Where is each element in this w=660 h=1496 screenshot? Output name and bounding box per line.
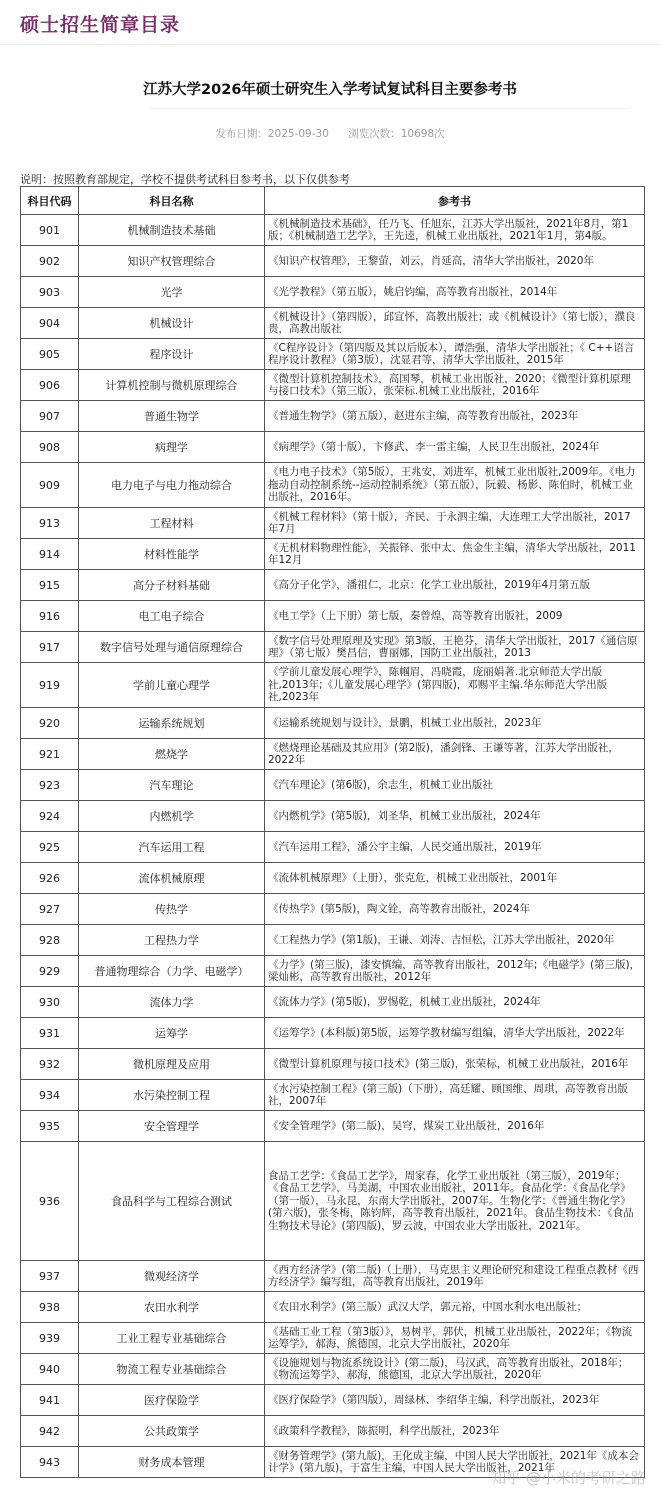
subject-code: 913 bbox=[21, 508, 79, 539]
subject-code: 931 bbox=[21, 1018, 79, 1049]
table-row bbox=[21, 1080, 645, 1111]
table-row bbox=[21, 308, 645, 339]
subject-name: 材料性能学 bbox=[79, 539, 265, 570]
reference-book: 《微型计算机控制技术》，高国琴，机械工业出版社，2020；《微型计算机原理与接口技术》（第三版），张荣标.机械工业出版社，2016年 bbox=[265, 370, 645, 401]
reference-book: 《燃烧理论基础及其应用》(第2版)，潘剑锋、王谦等著，江苏大学出版社，2022年 bbox=[265, 739, 645, 770]
subject-code: 937 bbox=[21, 1261, 79, 1292]
reference-book: 《电力电子技术》（第5版），王兆安，刘进军，机械工业出版社,2009年。《电力拖动自动控制系统--运动控制系统》（第五版），阮毅、杨影、陈伯时，机械工业出版社，2016年。 bbox=[265, 463, 645, 508]
page-header bbox=[0, 0, 660, 45]
subject-name: 学前儿童心理学 bbox=[79, 663, 265, 708]
article-title: 江苏大学2026年硕士研究生入学考试复试科目主要参考书 bbox=[143, 82, 517, 98]
subject-code: 926 bbox=[21, 863, 79, 894]
subject-code: 941 bbox=[21, 1385, 79, 1416]
reference-book: 《流体机械原理》（上册），张克危，机械工业出版社，2001年 bbox=[265, 863, 645, 894]
table-row bbox=[21, 370, 645, 401]
subject-code: 909 bbox=[21, 463, 79, 508]
subject-code: 923 bbox=[21, 770, 79, 801]
subject-code: 935 bbox=[21, 1111, 79, 1142]
subject-code: 934 bbox=[21, 1080, 79, 1111]
reference-book: 《设施规划与物流系统设计》(第二版)，马汉武，高等教育出版社，2018年；《物流运筹学》，郝海，熊德国，北京大学出版社，2020年 bbox=[265, 1354, 645, 1385]
table-row bbox=[21, 987, 645, 1018]
subject-code: 924 bbox=[21, 801, 79, 832]
subject-name: 安全管理学 bbox=[79, 1111, 265, 1142]
reference-book: 《电工学》（上下册）第七版，秦曾煌，高等教育出版社，2009 bbox=[265, 601, 645, 632]
subject-name: 燃烧学 bbox=[79, 739, 265, 770]
subject-name: 农田水利学 bbox=[79, 1292, 265, 1323]
table-row bbox=[21, 632, 645, 663]
reference-book: 《汽车运用工程》，潘公宇主编，人民交通出版社，2019年 bbox=[265, 832, 645, 863]
subject-name: 医疗保险学 bbox=[79, 1385, 265, 1416]
subject-code: 925 bbox=[21, 832, 79, 863]
reference-book: 《运输系统规划与设计》，景鹏，机械工业出版社，2023年 bbox=[265, 708, 645, 739]
reference-book: 《机械设计》（第四版），邱宣怀，高教出版社；或《机械设计》（第七版），濮良贵，高教出版社 bbox=[265, 308, 645, 339]
subject-name: 电力电子与电力拖动综合 bbox=[79, 463, 265, 508]
table-row bbox=[21, 956, 645, 987]
subject-name: 普通生物学 bbox=[79, 401, 265, 432]
subject-name: 普通物理综合（力学、电磁学） bbox=[79, 956, 265, 987]
subject-name: 电工电子综合 bbox=[79, 601, 265, 632]
subject-code: 917 bbox=[21, 632, 79, 663]
subject-code: 930 bbox=[21, 987, 79, 1018]
table-row bbox=[21, 1018, 645, 1049]
subject-code: 902 bbox=[21, 246, 79, 277]
table-row bbox=[21, 1354, 645, 1385]
subject-name: 微机原理及应用 bbox=[79, 1049, 265, 1080]
subject-code: 916 bbox=[21, 601, 79, 632]
subject-name: 工程材料 bbox=[79, 508, 265, 539]
subject-name: 汽车理论 bbox=[79, 770, 265, 801]
subject-name: 数字信号处理与通信原理综合 bbox=[79, 632, 265, 663]
reference-book: 《汽车理论》(第6版)，余志生，机械工业出版社 bbox=[265, 770, 645, 801]
reference-book: 《知识产权管理》，王黎萤，刘云，肖延高，清华大学出版社，2020年 bbox=[265, 246, 645, 277]
subject-code: 927 bbox=[21, 894, 79, 925]
table-row bbox=[21, 601, 645, 632]
subject-code: 908 bbox=[21, 432, 79, 463]
subject-code: 940 bbox=[21, 1354, 79, 1385]
reference-book: 《医疗保险学》（第四版），周绿林、李绍华主编，科学出版社，2023年 bbox=[265, 1385, 645, 1416]
header-code: 科目代码 bbox=[21, 187, 79, 215]
table-row bbox=[21, 539, 645, 570]
subject-code: 907 bbox=[21, 401, 79, 432]
table-row bbox=[21, 463, 645, 508]
reference-book: 《数字信号处理原理及实现》第3版，王艳芬，清华大学出版社，2017《通信原理》（第七版）樊昌信，曹丽娜，国防工业出版社，2013 bbox=[265, 632, 645, 663]
subject-code: 936 bbox=[21, 1142, 79, 1261]
table-header-row bbox=[21, 187, 645, 215]
reference-book: 《工程热力学》(第1版)，王谦、刘涛、吉恒松，江苏大学出版社，2020年 bbox=[265, 925, 645, 956]
subject-name: 物流工程专业基础综合 bbox=[79, 1354, 265, 1385]
subject-code: 943 bbox=[21, 1447, 79, 1478]
reference-book: 《水污染控制工程》(第三版)（下册），高廷耀、顾国维、周琪，高等教育出版社，2007年 bbox=[265, 1080, 645, 1111]
table-row bbox=[21, 708, 645, 739]
table-row bbox=[21, 1416, 645, 1447]
table-row bbox=[21, 663, 645, 708]
subject-code: 932 bbox=[21, 1049, 79, 1080]
subject-code: 942 bbox=[21, 1416, 79, 1447]
subject-code: 929 bbox=[21, 956, 79, 987]
table-row bbox=[21, 1261, 645, 1292]
subject-name: 知识产权管理综合 bbox=[79, 246, 265, 277]
subject-code: 905 bbox=[21, 339, 79, 370]
subject-name: 汽车运用工程 bbox=[79, 832, 265, 863]
disclaimer-note: 说明：按照教育部规定，学校不提供考试科目参考书，以下仅供参考 bbox=[20, 173, 350, 186]
reference-book: 食品工艺学：《食品工艺学》，周家春，化学工业出版社（第三版），2019年；《食品工艺学》，马美湖，中国农业出版社，2011年。食品化学：《食品化学》（第一版），马永昆，东南大学出版社，2007年。生物化学：《普通生物化学》(第六版)，张冬梅，陈钧辉，高等教育出版社，2021年。食品生物技术：《食品生物技术导论》(第四版)，罗云波，中国农业大学出版社，2021年。 bbox=[265, 1142, 645, 1261]
reference-book: 《安全管理学》(第二版)，吴穹，煤炭工业出版社，2016年 bbox=[265, 1111, 645, 1142]
subject-code: 901 bbox=[21, 215, 79, 246]
subject-code: 904 bbox=[21, 308, 79, 339]
reference-book: 《病理学》（第十版），卞修武、李一雷主编，人民卫生出版社，2024年 bbox=[265, 432, 645, 463]
title-divider bbox=[150, 108, 630, 109]
subject-name: 财务成本管理 bbox=[79, 1447, 265, 1478]
reference-book: 《流体力学》(第5版)，罗惕乾，机械工业出版社，2024年 bbox=[265, 987, 645, 1018]
reference-book: 《无机材料物理性能》，关振铎、张中太、焦金生主编，清华大学出版社，2011年12月 bbox=[265, 539, 645, 570]
table-row bbox=[21, 770, 645, 801]
subject-code: 939 bbox=[21, 1323, 79, 1354]
reference-book: 《传热学》(第5版)，陶文铨，高等教育出版社，2024年 bbox=[265, 894, 645, 925]
reference-book: 《机械制造技术基础》，任乃飞、任旭东，江苏大学出版社，2021年8月，第1版；《机械制造工艺学》，王先逵，机械工业出版社，2021年1月，第4版。 bbox=[265, 215, 645, 246]
table-row bbox=[21, 401, 645, 432]
table-row bbox=[21, 863, 645, 894]
table-row bbox=[21, 894, 645, 925]
reference-book: 《财务管理学》(第九版)，王化成主编，中国人民大学出版社，2021年《成本会计学》(第九版)，于富生主编，中国人民大学出版社，2021年 bbox=[265, 1447, 645, 1478]
subject-name: 计算机控制与微机原理综合 bbox=[79, 370, 265, 401]
subject-name: 工业工程专业基础综合 bbox=[79, 1323, 265, 1354]
table-row bbox=[21, 215, 645, 246]
watermark: 知乎 @小米的考研之路 bbox=[491, 1469, 646, 1487]
reference-book: 《C程序设计》（第四版及其以后版本），谭浩强，清华大学出版社；《 C++语言程序设计教程》（第3版），沈显君等，清华大学出版社，2015年 bbox=[265, 339, 645, 370]
table-row bbox=[21, 1049, 645, 1080]
reference-book: 《运筹学》(本科版)第5版，运筹学教材编写组编，清华大学出版社，2022年 bbox=[265, 1018, 645, 1049]
subject-name: 光学 bbox=[79, 277, 265, 308]
reference-book: 《内燃机学》(第5版)，刘圣华，机械工业出版社，2024年 bbox=[265, 801, 645, 832]
table-row bbox=[21, 801, 645, 832]
subject-name: 内燃机学 bbox=[79, 801, 265, 832]
reference-book: 《光学教程》（第五版），姚启钧编，高等教育出版社，2014年 bbox=[265, 277, 645, 308]
subject-name: 工程热力学 bbox=[79, 925, 265, 956]
subject-name: 病理学 bbox=[79, 432, 265, 463]
table-row bbox=[21, 339, 645, 370]
subject-code: 915 bbox=[21, 570, 79, 601]
subject-name: 公共政策学 bbox=[79, 1416, 265, 1447]
article-meta bbox=[0, 126, 660, 141]
reference-book: 《微型计算机原理与接口技术》(第三版)，张荣标，机械工业出版社，2016年 bbox=[265, 1049, 645, 1080]
table-row bbox=[21, 832, 645, 863]
reference-books-table bbox=[20, 186, 645, 1478]
subject-code: 938 bbox=[21, 1292, 79, 1323]
table-row bbox=[21, 1385, 645, 1416]
subject-code: 919 bbox=[21, 663, 79, 708]
subject-code: 906 bbox=[21, 370, 79, 401]
subject-code: 928 bbox=[21, 925, 79, 956]
subject-name: 微观经济学 bbox=[79, 1261, 265, 1292]
subject-name: 流体机械原理 bbox=[79, 863, 265, 894]
subject-name: 高分子材料基础 bbox=[79, 570, 265, 601]
table-row bbox=[21, 1142, 645, 1261]
table-row bbox=[21, 1111, 645, 1142]
subject-name: 运输系统规划 bbox=[79, 708, 265, 739]
publish-date: 发布日期：2025-09-30 bbox=[215, 128, 329, 140]
subject-name: 传热学 bbox=[79, 894, 265, 925]
subject-name: 水污染控制工程 bbox=[79, 1080, 265, 1111]
reference-book: 《力学》(第三版)，漆安慎编，高等教育出版社，2012年;《电磁学》(第三版)，梁灿彬，高等教育出版社，2012年 bbox=[265, 956, 645, 987]
table-row bbox=[21, 570, 645, 601]
subject-name: 程序设计 bbox=[79, 339, 265, 370]
table-row bbox=[21, 508, 645, 539]
header-reference: 参考书 bbox=[265, 187, 645, 215]
reference-book: 《农田水利学》(第三版）武汉大学，郭元裕，中国水利水电出版社； bbox=[265, 1292, 645, 1323]
reference-book: 《普通生物学》（第五版），赵进东主编，高等教育出版社，2023年 bbox=[265, 401, 645, 432]
table-row bbox=[21, 739, 645, 770]
table-row bbox=[21, 925, 645, 956]
reference-book: 《政策科学教程》，陈振明，科学出版社，2023年 bbox=[265, 1416, 645, 1447]
subject-code: 920 bbox=[21, 708, 79, 739]
reference-book: 《机械工程材料》（第十版），齐民、于永泗主编，大连理工大学出版社，2017年7月 bbox=[265, 508, 645, 539]
subject-code: 921 bbox=[21, 739, 79, 770]
table-row bbox=[21, 432, 645, 463]
subject-name: 食品科学与工程综合测试 bbox=[79, 1142, 265, 1261]
table-row bbox=[21, 1323, 645, 1354]
table-row bbox=[21, 246, 645, 277]
table-row bbox=[21, 1292, 645, 1323]
header-subject: 科目名称 bbox=[79, 187, 265, 215]
subject-name: 机械制造技术基础 bbox=[79, 215, 265, 246]
view-count: 浏览次数：10698次 bbox=[348, 128, 445, 140]
reference-book: 《高分子化学》，潘祖仁，北京：化学工业出版社，2019年4月第五版 bbox=[265, 570, 645, 601]
subject-code: 914 bbox=[21, 539, 79, 570]
subject-name: 流体力学 bbox=[79, 987, 265, 1018]
reference-book: 《基础工业工程（第3版）》，易树平，郭伏，机械工业出版社，2022年；《物流运筹学》，郝海，熊德国，北京大学出版社，2020年 bbox=[265, 1323, 645, 1354]
reference-book: 《学前儿童发展心理学》，陈帼眉，冯晓霞，庞丽娟著.北京师范大学出版社,2013年;《儿童发展心理学》(第四版)，邓赐平主编.华东师范大学出版社,2023年 bbox=[265, 663, 645, 708]
subject-code: 903 bbox=[21, 277, 79, 308]
subject-name: 机械设计 bbox=[79, 308, 265, 339]
table-row bbox=[21, 277, 645, 308]
subject-name: 运筹学 bbox=[79, 1018, 265, 1049]
section-title[interactable]: 硕士招生简章目录 bbox=[20, 14, 181, 36]
reference-book: 《西方经济学》(第二版)（上册），马克思主义理论研究和建设工程重点教材《西方经济学》编写组，高等教育出版社，2019年 bbox=[265, 1261, 645, 1292]
